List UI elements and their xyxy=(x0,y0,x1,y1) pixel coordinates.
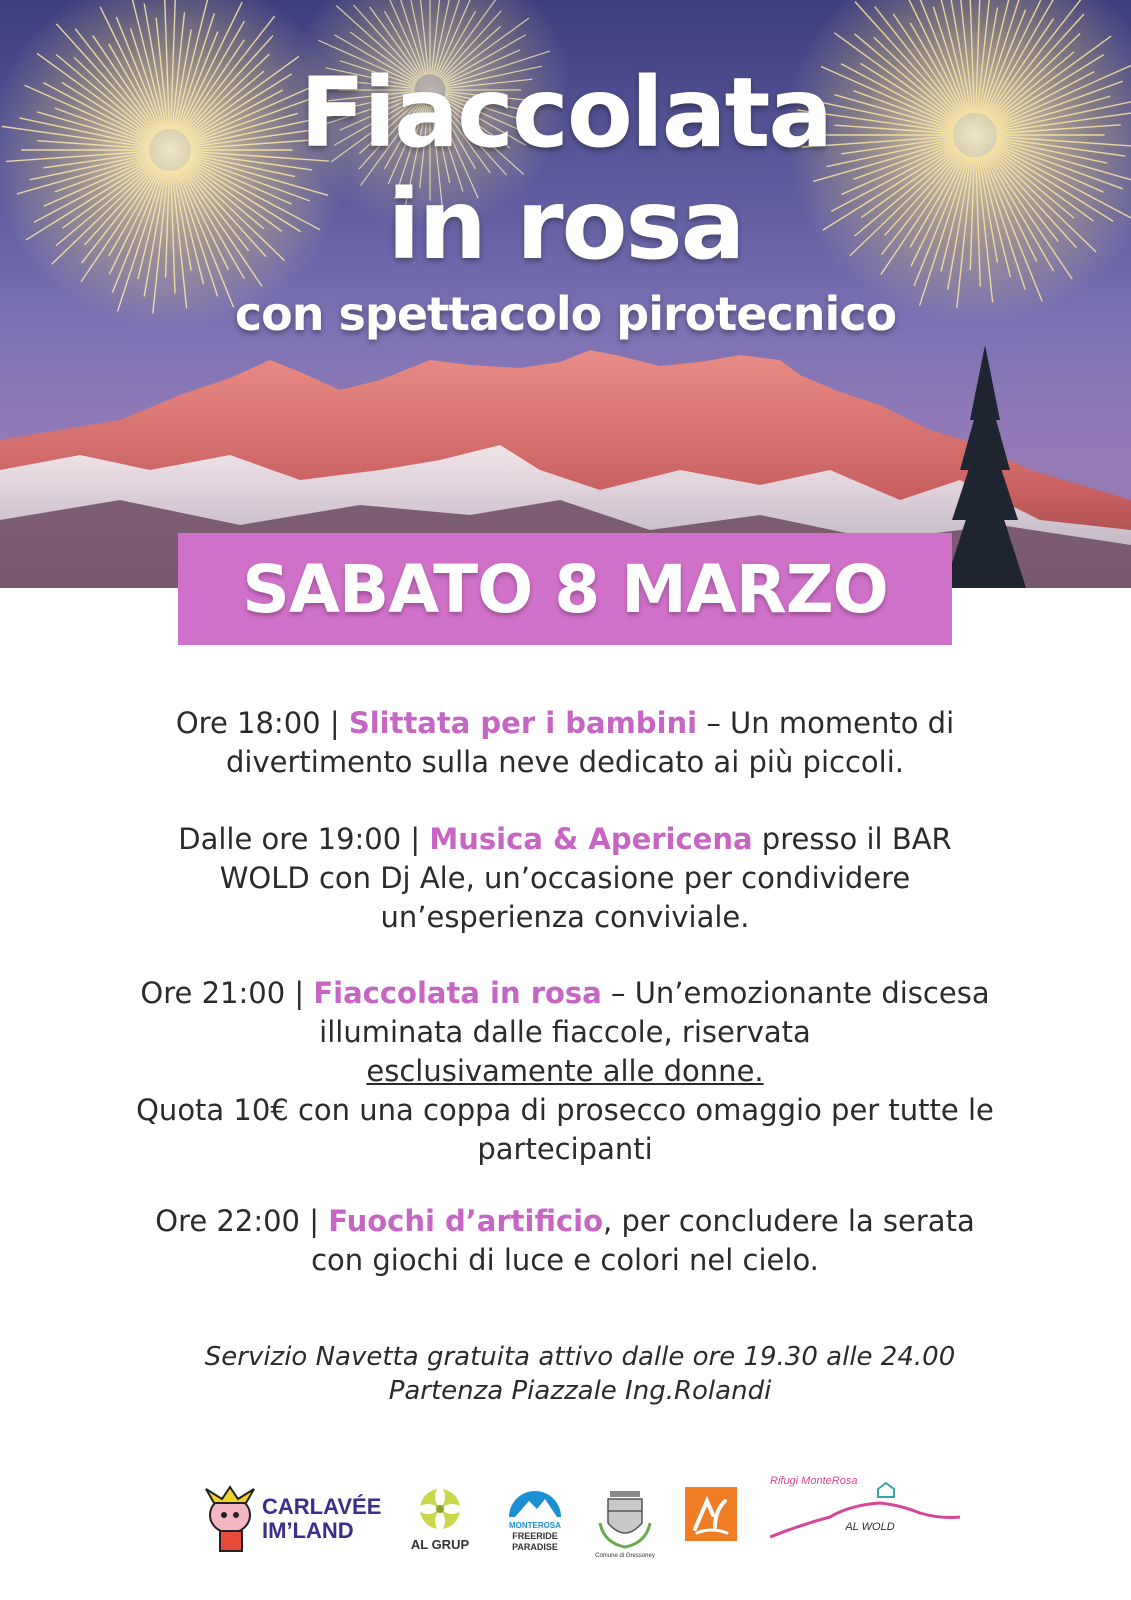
edelweiss-icon xyxy=(405,1483,475,1538)
poster-subtitle: con spettacolo pirotecnico xyxy=(234,287,897,341)
activity-title: Musica & Apericena xyxy=(429,822,753,856)
wold-name: AL WOLD xyxy=(845,1521,895,1533)
program-item-3 xyxy=(130,974,1000,1169)
time-label: Ore 21:00 | xyxy=(140,976,314,1010)
shuttle-info xyxy=(130,1340,1030,1408)
time-label: Ore 22:00 | xyxy=(155,1204,329,1238)
time-label: Ore 18:00 | xyxy=(175,706,349,740)
program-item-2 xyxy=(130,820,1000,937)
monterosa-freeride: FREERIDE xyxy=(512,1531,558,1541)
carlavee-sub: IM’LAND xyxy=(262,1518,354,1543)
poster-title-line1: Fiaccolata xyxy=(299,57,832,169)
activity-title: Fuochi d’artificio xyxy=(328,1204,604,1238)
shuttle-departure: Partenza Piazzale Ing.Rolandi xyxy=(388,1376,772,1406)
mountain-line-icon xyxy=(770,1475,970,1555)
activity-description: – Un momento di divertimento sulla neve dedicato ai più piccoli. xyxy=(226,706,955,779)
carlavee-logo xyxy=(200,1485,380,1555)
activity-title: Slittata per i bambini xyxy=(348,706,698,740)
activity-title: Fiaccolata in rosa xyxy=(313,976,602,1010)
poster-title-line2: in rosa xyxy=(387,169,744,281)
event-date: SABATO 8 MARZO xyxy=(242,550,888,628)
monterosa-logo xyxy=(505,1487,565,1567)
rifugi-name: Rifugi MonteRosa xyxy=(770,1475,858,1487)
algrup-name: AL GRUP xyxy=(410,1537,470,1552)
program-item-4 xyxy=(130,1202,1000,1280)
activity-description: , per concludere la serata con giochi di luce e colori nel cielo. xyxy=(311,1204,975,1277)
fee-note: Quota 10€ con una coppa di prosecco omaggio per tutte le partecipanti xyxy=(136,1093,994,1166)
carlavee-name: CARLAVÉE xyxy=(262,1494,382,1519)
activity-description: presso il BAR WOLD con Dj Ale, un’occasione per condividere un’esperienza conviviale. xyxy=(219,822,952,934)
comune-logo xyxy=(590,1483,660,1573)
monterosa-name: MONTEROSA xyxy=(509,1521,561,1530)
time-label: Dalle ore 19:00 | xyxy=(178,822,430,856)
algrup-logo xyxy=(405,1483,475,1563)
women-only-note: esclusivamente alle donne. xyxy=(366,1054,764,1088)
jester-icon xyxy=(200,1485,260,1555)
coat-of-arms-icon xyxy=(590,1483,660,1553)
comune-name: Comune di Gressoney xyxy=(595,1553,655,1559)
rifugi-logo xyxy=(770,1475,970,1555)
program-item-1 xyxy=(130,704,1000,782)
shuttle-schedule: Servizio Navetta gratuita attivo dalle ore 19.30 alle 24.00 xyxy=(204,1342,956,1372)
orange-brand-logo xyxy=(685,1487,737,1541)
date-banner xyxy=(178,533,952,645)
sponsor-logos xyxy=(0,1475,1131,1585)
leaf-icon xyxy=(685,1487,737,1541)
mountain-icon xyxy=(505,1487,565,1521)
activity-description: – Un’emozionante discesa illuminata dalle fiaccole, riservata xyxy=(319,976,990,1049)
hero-image xyxy=(0,0,1131,588)
monterosa-paradise: PARADISE xyxy=(512,1542,558,1552)
